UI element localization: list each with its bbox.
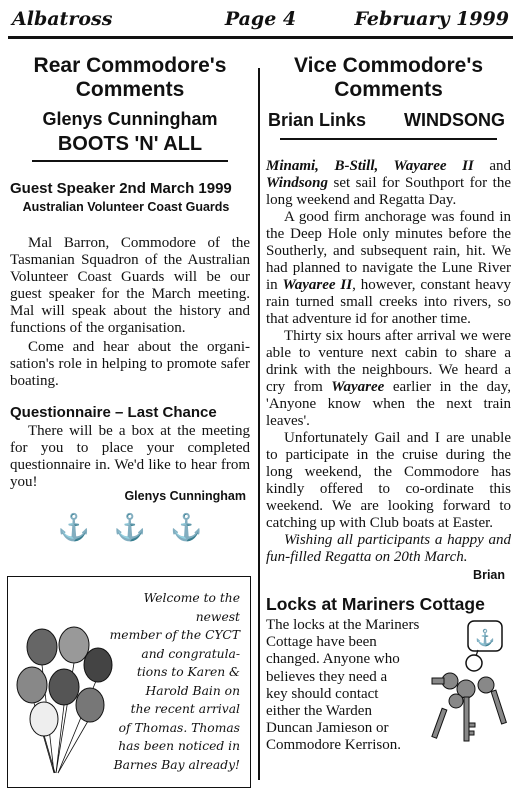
questionnaire-para: There will be a box at the meeting for you to place your completed questionnaire in. We'd like to hear from you! — [10, 423, 250, 490]
rear-signoff: Glenys Cunningham — [124, 489, 246, 503]
rear-commodore-column — [10, 54, 250, 542]
page-header — [8, 6, 513, 32]
vice-author: Brian Links — [268, 110, 367, 130]
keys-icon — [428, 617, 508, 757]
guest-para-1: Mal Barron, Commodore of the Tasmanian Squadron of the Australian Volunteer Coast Guards will be our guest speaker for the March meeting. Mal will speak about the history and functions of the organisation. — [10, 235, 250, 336]
vice-para-2: A good firm anchorage was found in the Deep Hole only minutes before the Southerly, and subsequent rain, hit. We had planned to navigate the Lune River in Wayaree II, however, constant heavy rain turned small creeks into rivers, so that adventure id for another time. — [266, 209, 511, 327]
vice-signoff: Brian — [473, 568, 505, 582]
welcome-box — [7, 576, 251, 788]
guest-para-2: Come and hear about the organisation's role in helping to promote safer boating. — [10, 339, 250, 389]
issue-date: February 1999 — [354, 8, 509, 30]
rear-subtitle: BOOTS 'N' ALL — [57, 133, 203, 155]
guest-speaker-section — [10, 180, 250, 215]
vice-title-line2: Comments — [334, 78, 443, 101]
guest-subheading: Australian Volunteer Coast Guards — [22, 200, 230, 214]
anchor-icon: ⚓ — [113, 513, 147, 542]
vice-para-1: Minami, B-Still, Wayaree II and Windsong set sail for Southport for the long weekend and Regatta Day. — [266, 158, 511, 208]
questionnaire-heading: Questionnaire – Last Chance — [10, 404, 217, 421]
header-rule — [8, 36, 513, 39]
vice-title-rule — [280, 138, 497, 140]
guest-heading: Guest Speaker 2nd March 1999 — [10, 180, 232, 197]
vice-boat: WINDSONG — [404, 110, 505, 130]
balloons-illustration — [12, 625, 114, 775]
vice-commodore-column — [266, 54, 511, 755]
vice-para-5: Wishing all participants a happy and fun-filled Regatta on 20th March. — [266, 532, 511, 565]
locks-text: The locks at the Mariners Cottage have been changed. Anyone who believes they need a key should contact either the Warden Duncan Jamieson or Commodore Kerrison. — [266, 617, 420, 754]
anchor-divider — [10, 514, 250, 542]
vice-byline — [266, 110, 511, 134]
vice-article — [266, 158, 511, 583]
vice-title-line1: Vice Commodore's — [294, 54, 483, 77]
locks-heading: Locks at Mariners Cottage — [266, 594, 485, 614]
rear-author: Glenys Cunningham — [42, 109, 218, 129]
anchor-icon: ⚓ — [57, 513, 90, 542]
rear-title-rule — [32, 160, 228, 162]
vice-para-4: Unfortunately Gail and I are unable to participate in the cruise during the long weekend, the Commodore has kindly offered to co-ordinate this weekend. We are looking forward to catching up with Club boats at Easter. — [266, 430, 511, 531]
vice-para-3: Thirty six hours after arrival we were able to venture next cabin to share a drink with the neighbours. We heard a cry from Wayaree earlier in the day, 'Anyone know when the next train leaves'. — [266, 328, 511, 429]
rear-title-line1: Rear Commodore's — [33, 54, 227, 77]
rear-title-line2: Comments — [75, 78, 185, 101]
column-divider — [258, 68, 260, 780]
page-number: Page 4 — [224, 8, 297, 30]
svg-text:⚓: ⚓ — [475, 630, 495, 647]
publication-name: Albatross — [12, 8, 113, 30]
anchor-icon: ⚓ — [170, 513, 203, 542]
locks-section — [266, 593, 511, 755]
welcome-text: Welcome to the newest member of the CYCT and congratula- tions to Karen & Harold Bain on the recent arrival of Thomas. Thomas has been noticed in Barnes Bay already! — [109, 591, 240, 772]
